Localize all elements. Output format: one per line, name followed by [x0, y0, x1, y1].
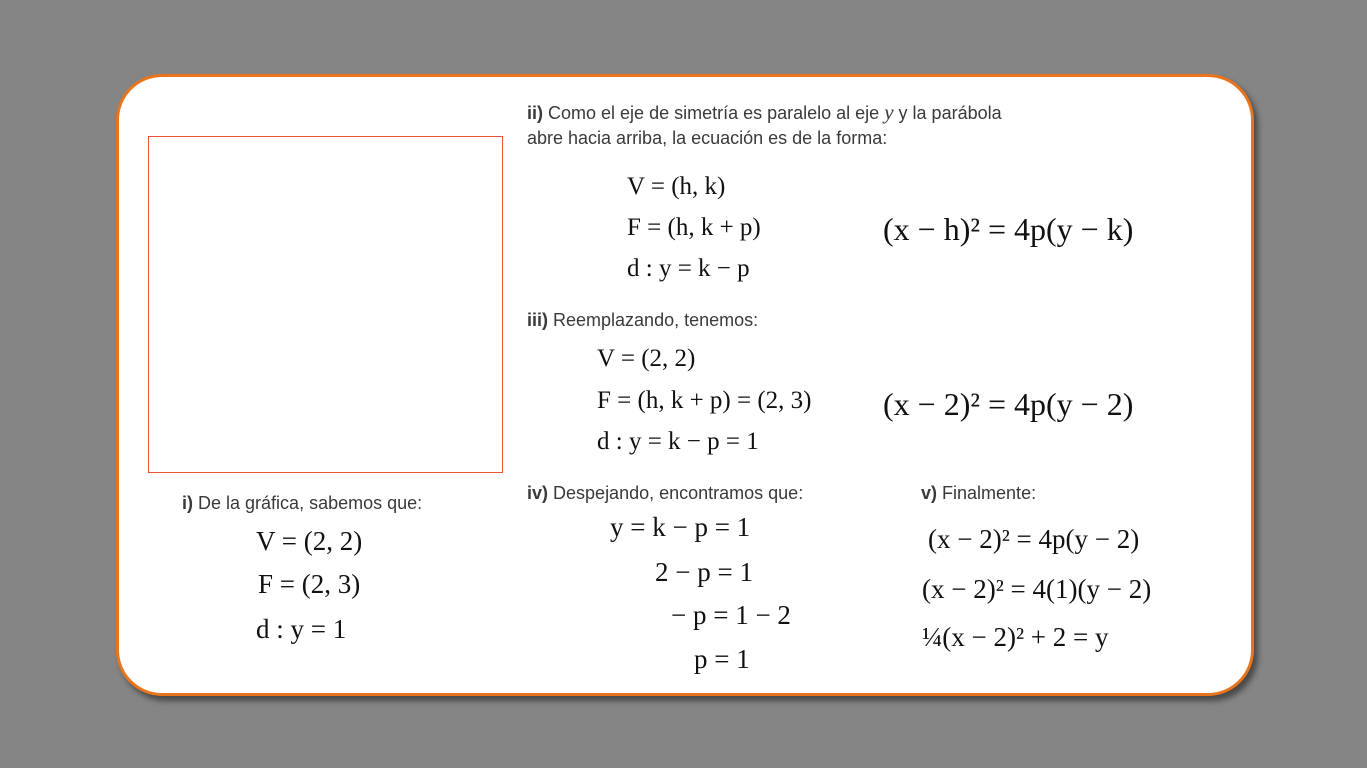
section-i-text: De la gráfica, sabemos que:: [198, 493, 423, 513]
section-ii-heading: [527, 99, 1002, 126]
section-ii-var-y: y: [884, 100, 894, 124]
section-ii-text-a: Como el eje de simetría es paralelo al eje: [548, 103, 880, 123]
section-v-eq3: ¼(x − 2)² + 2 = y: [922, 622, 1109, 652]
graph-placeholder: [148, 136, 503, 473]
section-v-heading: [921, 480, 1036, 506]
section-ii-general-equation: (x − h)² = 4p(y − k): [883, 211, 1134, 247]
section-ii-eq1: V = (h, k): [627, 173, 726, 200]
section-ii-text-b: y la parábola: [898, 103, 1002, 123]
section-iii-heading: [527, 307, 758, 333]
section-i-eq3: d : y = 1: [256, 614, 347, 644]
section-iv-label: iv): [527, 483, 549, 503]
section-iv-eq4: p = 1: [694, 644, 750, 674]
section-v-eq1: (x − 2)² = 4p(y − 2): [928, 524, 1140, 554]
section-iv-eq1: y = k − p = 1: [610, 512, 751, 542]
section-i-eq2: F = (2, 3): [258, 569, 361, 599]
section-iv-eq2: 2 − p = 1: [655, 557, 753, 587]
section-ii-label: ii): [527, 103, 543, 123]
section-iii-label: iii): [527, 310, 548, 330]
section-i-eq1: V = (2, 2): [256, 526, 363, 556]
section-iii-text: Reemplazando, tenemos:: [553, 310, 759, 330]
section-ii-line2: abre hacia arriba, la ecuación es de la forma:: [527, 128, 888, 148]
section-v-label: v): [921, 483, 938, 503]
section-iii-eq2: F = (h, k + p) = (2, 3): [597, 387, 812, 414]
section-i-label: i): [182, 493, 193, 513]
section-ii-eq3: d : y = k − p: [627, 255, 750, 282]
section-ii-eq2: F = (h, k + p): [627, 214, 761, 241]
section-iii-general-equation: (x − 2)² = 4p(y − 2): [883, 386, 1134, 422]
section-i-heading: [182, 490, 422, 516]
section-v-eq2: (x − 2)² = 4(1)(y − 2): [922, 574, 1152, 604]
section-iii-eq1: V = (2, 2): [597, 345, 696, 372]
section-iv-eq3: − p = 1 − 2: [671, 600, 791, 630]
section-iv-text: Despejando, encontramos que:: [553, 483, 804, 503]
section-v-text: Finalmente:: [942, 483, 1037, 503]
section-iv-heading: [527, 480, 803, 506]
section-iii-eq3: d : y = k − p = 1: [597, 428, 759, 455]
